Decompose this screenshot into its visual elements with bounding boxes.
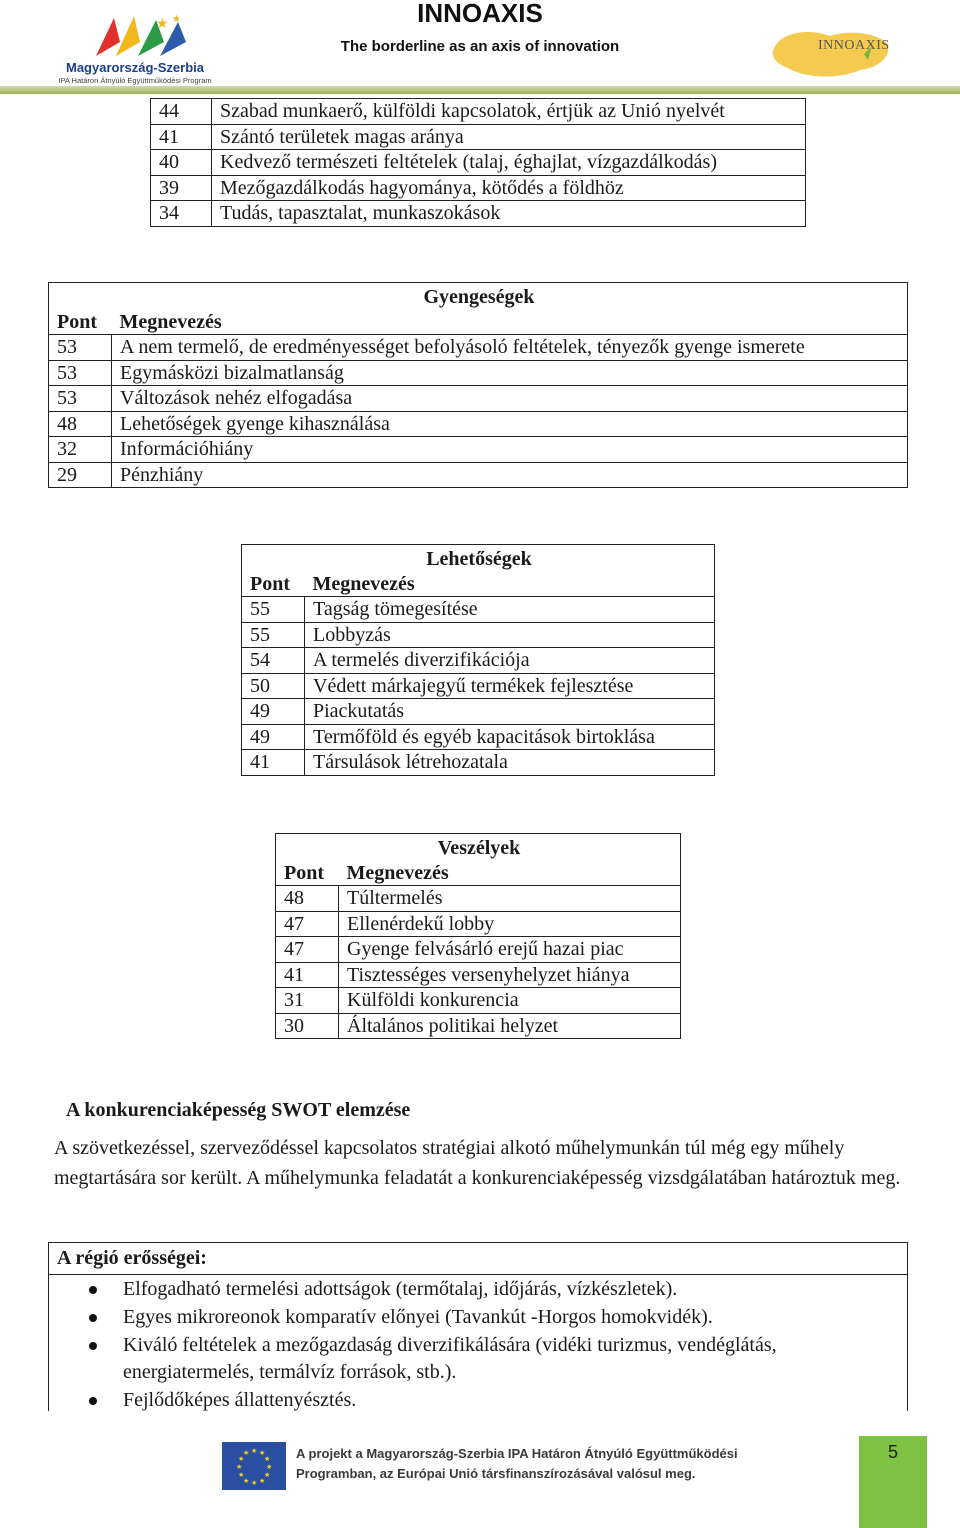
table-row: [242, 622, 715, 648]
name-cell: Piackutatás: [305, 699, 715, 725]
footer-line-1: A projekt a Magyarország-Szerbia IPA Határon Átnyúló Együttműködési: [296, 1446, 738, 1461]
list-item-text: Kiváló feltételek a mezőgazdaság diverzifikálására (vidéki turizmus, vendéglátás, energiatermelés, termálvíz források, stb.).: [123, 1334, 777, 1383]
strengths-table: [150, 98, 806, 227]
table-row: [276, 988, 681, 1014]
table-row: [49, 360, 908, 386]
pont-cell: 55: [242, 622, 305, 648]
name-cell: Szántó területek magas aránya: [212, 124, 806, 150]
page-header: [0, 0, 960, 98]
svg-text:★: ★: [264, 1471, 271, 1479]
svg-text:★: ★: [259, 1477, 266, 1485]
table-row: [276, 1013, 681, 1039]
name-cell: Túltermelés: [339, 886, 681, 912]
name-cell: Pénzhiány: [112, 462, 908, 488]
col-header-name: Megnevezés: [112, 310, 908, 335]
name-cell: A termelés diverzifikációja: [305, 648, 715, 674]
list-item-text: Egyes mikroreonok komparatív előnyei (Tavankút -Horgos homokvidék).: [123, 1306, 713, 1328]
pont-cell: 29: [49, 462, 112, 488]
pont-cell: 49: [242, 724, 305, 750]
svg-text:★: ★: [238, 1455, 245, 1463]
pont-cell: 32: [49, 437, 112, 463]
pont-cell: 39: [151, 175, 212, 201]
table-row: [242, 597, 715, 623]
svg-text:★: ★: [236, 1463, 243, 1471]
pont-cell: 40: [151, 150, 212, 176]
svg-text:★: ★: [156, 16, 169, 32]
pont-cell: 50: [242, 673, 305, 699]
pont-cell: 30: [276, 1013, 339, 1039]
name-cell: Tudás, tapasztalat, munkaszokások: [212, 201, 806, 227]
svg-text:★: ★: [266, 1463, 273, 1471]
svg-text:★: ★: [251, 1447, 258, 1455]
name-cell: Kedvező természeti feltételek (talaj, éghajlat, vízgazdálkodás): [212, 150, 806, 176]
table-row: [242, 673, 715, 699]
footer-text: [296, 1444, 738, 1484]
name-cell: A nem termelő, de eredményességet befolyásoló feltételek, tényezők gyenge ismerete: [112, 335, 908, 361]
table-title: Veszélyek: [276, 834, 681, 861]
name-cell: Védett márkajegyű termékek fejlesztése: [305, 673, 715, 699]
list-item: [49, 1276, 907, 1303]
table-row: [49, 386, 908, 412]
table-title: Gyengeségek: [49, 283, 908, 310]
table-row: [276, 937, 681, 963]
opportunities-table: [241, 544, 715, 776]
svg-text:★: ★: [238, 1471, 245, 1479]
table-row: [151, 150, 806, 176]
name-cell: Mezőgazdálkodás hagyománya, kötődés a földhöz: [212, 175, 806, 201]
pont-cell: 53: [49, 360, 112, 386]
logo-subtitle: IPA Határon Átnyúló Együttműködési Program: [58, 76, 212, 85]
name-cell: Információhiány: [112, 437, 908, 463]
pont-cell: 48: [49, 411, 112, 437]
svg-text:★: ★: [259, 1449, 266, 1457]
box-title: A régió erősségei:: [57, 1247, 207, 1269]
logo-name: Magyarország-Szerbia: [66, 60, 204, 75]
header-divider: [0, 86, 960, 94]
pont-cell: 47: [276, 911, 339, 937]
table-row: [49, 335, 908, 361]
table-caption-row: [242, 545, 715, 572]
pont-cell: 54: [242, 648, 305, 674]
table-row: [242, 699, 715, 725]
table-header-row: [276, 861, 681, 886]
pont-cell: 48: [276, 886, 339, 912]
pont-cell: 41: [276, 962, 339, 988]
innoaxis-logo: [768, 24, 908, 84]
name-cell: Termőföld és egyéb kapacitások birtoklása: [305, 724, 715, 750]
col-header-pont: Pont: [276, 861, 339, 886]
footer-line-2: Programban, az Európai Unió társfinanszírozásával valósul meg.: [296, 1466, 696, 1481]
col-header-name: Megnevezés: [339, 861, 681, 886]
pont-cell: 53: [49, 386, 112, 412]
box-divider: [49, 1274, 907, 1275]
bullet-icon: [89, 1286, 97, 1294]
col-header-pont: Pont: [242, 572, 305, 597]
svg-text:★: ★: [251, 1479, 258, 1487]
svg-text:★: ★: [243, 1449, 250, 1457]
weaknesses-table: [48, 282, 908, 488]
table-row: [151, 201, 806, 227]
region-strengths-box: [48, 1242, 908, 1411]
table-row: [242, 750, 715, 776]
bullet-icon: [89, 1342, 97, 1350]
pont-cell: 44: [151, 99, 212, 125]
svg-text:★: ★: [172, 14, 181, 25]
pont-cell: 31: [276, 988, 339, 1014]
table-row: [151, 124, 806, 150]
table-row: [151, 175, 806, 201]
table-row: [49, 437, 908, 463]
header-subtitle: The borderline as an axis of innovation: [340, 38, 620, 55]
table-row: [242, 648, 715, 674]
list-item: [49, 1387, 907, 1414]
svg-text:★: ★: [264, 1455, 271, 1463]
name-cell: Egymásközi bizalmatlanság: [112, 360, 908, 386]
table-title: Lehetőségek: [242, 545, 715, 572]
pont-cell: 49: [242, 699, 305, 725]
pont-cell: 34: [151, 201, 212, 227]
name-cell: Változások nehéz elfogadása: [112, 386, 908, 412]
innoaxis-logo-text: INNOAXIS: [818, 38, 890, 53]
list-item-text: Fejlődőképes állattenyésztés.: [123, 1389, 357, 1411]
map-shape-icon: [768, 24, 908, 84]
table-row: [49, 411, 908, 437]
name-cell: Tisztességes versenyhelyzet hiánya: [339, 962, 681, 988]
pont-cell: 41: [151, 124, 212, 150]
list-item: [49, 1304, 907, 1331]
table-row: [151, 99, 806, 125]
table-row: [276, 911, 681, 937]
bullet-list: [49, 1276, 907, 1415]
name-cell: Társulások létrehozatala: [305, 750, 715, 776]
name-cell: Tagság tömegesítése: [305, 597, 715, 623]
threats-table: [275, 833, 681, 1039]
table-row: [276, 886, 681, 912]
pont-cell: 55: [242, 597, 305, 623]
table-caption-row: [49, 283, 908, 310]
section-paragraph: A szövetkezéssel, szerveződéssel kapcsolatos stratégiai alkotó műhelymunkán túl még egy műhely megtartására sor került. A műhelymunka feladatát a konkurenciaképesség vizsdgálatában határoztuk meg.: [54, 1137, 901, 1189]
name-cell: Külföldi konkurencia: [339, 988, 681, 1014]
name-cell: Ellenérdekű lobby: [339, 911, 681, 937]
list-item: [49, 1332, 907, 1386]
name-cell: Lobbyzás: [305, 622, 715, 648]
table-header-row: [242, 572, 715, 597]
header-title: INNOAXIS: [417, 0, 543, 28]
table-row: [276, 962, 681, 988]
pont-cell: 47: [276, 937, 339, 963]
table-header-row: [49, 310, 908, 335]
name-cell: Szabad munkaerő, külföldi kapcsolatok, értjük az Unió nyelvét: [212, 99, 806, 125]
name-cell: Gyenge felvásárló erejű hazai piac: [339, 937, 681, 963]
name-cell: Lehetőségek gyenge kihasználása: [112, 411, 908, 437]
table-row: [49, 462, 908, 488]
name-cell: Általános politikai helyzet: [339, 1013, 681, 1039]
bullet-icon: [89, 1314, 97, 1322]
footer-banner: [222, 1440, 738, 1494]
pont-cell: 41: [242, 750, 305, 776]
section-heading: A konkurenciaképesség SWOT elemzése: [66, 1099, 411, 1121]
list-item-text: Elfogadható termelési adottságok (termőtalaj, időjárás, vízkészletek).: [123, 1278, 678, 1300]
page-number-box: [859, 1436, 927, 1528]
table-row: [242, 724, 715, 750]
table-caption-row: [276, 834, 681, 861]
page-number: 5: [887, 1442, 898, 1462]
col-header-name: Megnevezés: [305, 572, 715, 597]
col-header-pont: Pont: [49, 310, 112, 335]
pont-cell: 53: [49, 335, 112, 361]
bullet-icon: [89, 1397, 97, 1405]
eu-flag-icon: [222, 1442, 286, 1490]
svg-text:★: ★: [243, 1477, 250, 1485]
